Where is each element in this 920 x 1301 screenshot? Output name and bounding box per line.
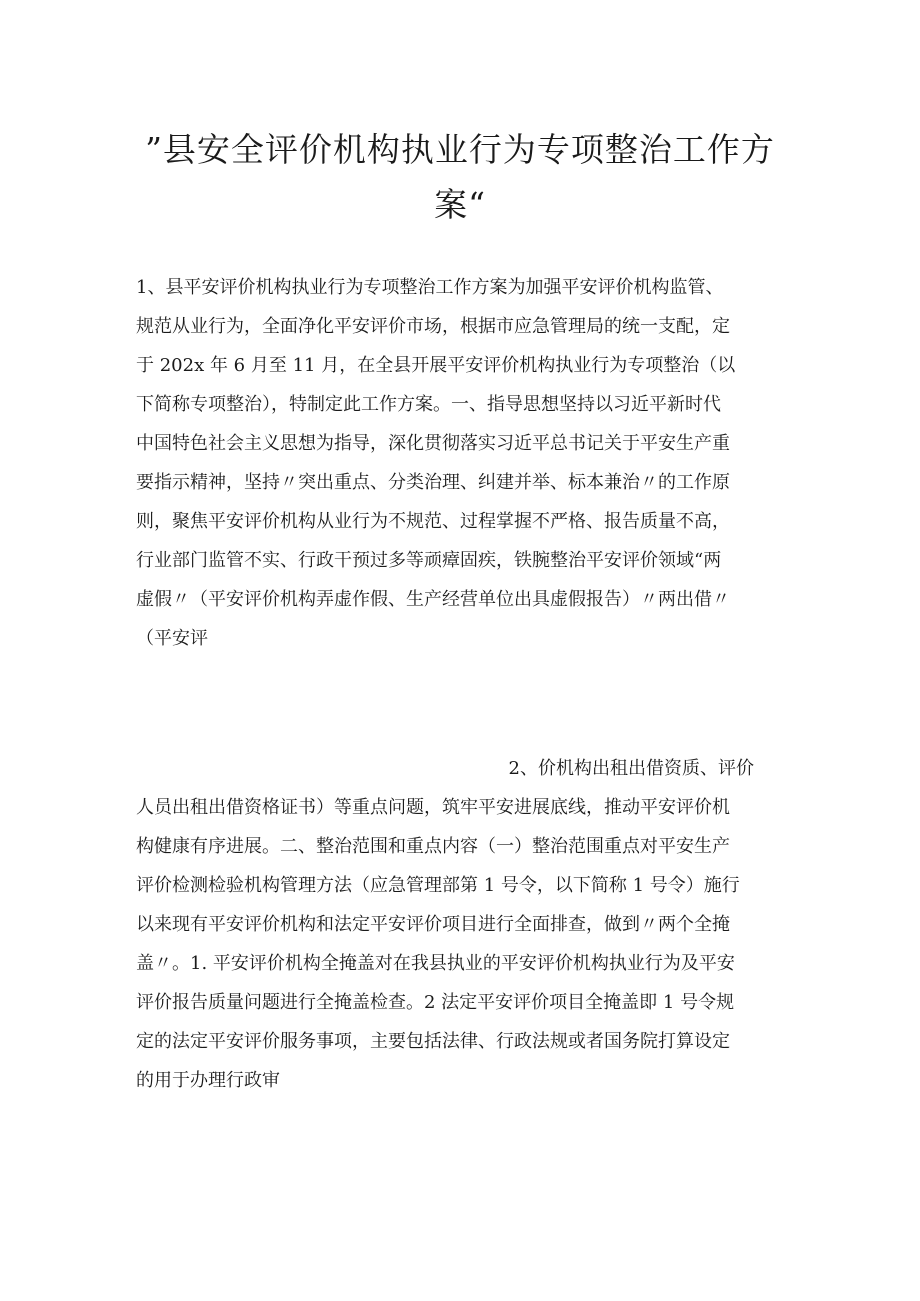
text-line: 构健康有序进展。二、整治范围和重点内容（一）整治范围重点对平安生产	[136, 836, 730, 857]
text-line: 人员出租出借资格证书）等重点问题，筑牢平安进展底线，推动平安评价机	[136, 797, 730, 818]
text-line: 中国特色社会主义思想为指导，深化贯彻落实习近平总书记关于平安生产重	[136, 433, 730, 454]
text-line: 以来现有平安评价机构和法定平安评价项目进行全面排查，做到〃两个全掩	[136, 914, 730, 935]
text-line: 下简称专项整治），特制定此工作方案。一、指导思想坚持以习近平新时代	[136, 394, 721, 415]
text-line: 要指示精神，坚持〃突出重点、分类治理、纠建并举、标本兼治〃的工作原	[136, 472, 730, 493]
text-line: （平安评	[136, 628, 208, 649]
text-line: 盖〃。1. 平安评价机构全掩盖对在我县执业的平安评价机构执业行为及平安	[136, 953, 735, 974]
text-line: 规范从业行为，全面净化平安评价市场，根据市应急管理局的统一支配，定	[136, 316, 730, 337]
text-line: 虚假〃（平安评价机构弄虚作假、生产经营单位出具虚假报告）〃两出借〃	[136, 589, 730, 610]
text-line: 于 202x 年 6 月至 11 月，在全县开展平安评价机构执业行为专项整治（以	[136, 355, 736, 376]
paragraph-1	[136, 268, 796, 658]
text-line: 评价报告质量问题进行全掩盖检查。2 法定平安评价项目全掩盖即 1 号令规	[136, 992, 735, 1013]
text-line: 2、价机构出租出借资质、评价	[508, 758, 754, 779]
text-line: 1、县平安评价机构执业行为专项整治工作方案为加强平安评价机构监管、	[136, 277, 724, 298]
text-line: 则，聚焦平安评价机构从业行为不规范、过程掌握不严格、报告质量不高，	[136, 511, 730, 532]
title-line: 案“	[434, 185, 486, 224]
title-line: ”县安全评价机构执业行为专项整治工作方	[145, 130, 775, 169]
document-title	[120, 122, 800, 232]
paragraph-2	[136, 749, 796, 1100]
text-line: 定的法定平安评价服务事项，主要包括法律、行政法规或者国务院打算设定	[136, 1031, 730, 1052]
text-line: 行业部门监管不实、行政干预过多等顽瘴固疾，铁腕整治平安评价领域“两	[136, 550, 722, 571]
text-line: 的用于办理行政审	[136, 1070, 280, 1091]
text-line: 评价检测检验机构管理方法（应急管理部第 1 号令，以下简称 1 号令）施行	[136, 875, 740, 896]
